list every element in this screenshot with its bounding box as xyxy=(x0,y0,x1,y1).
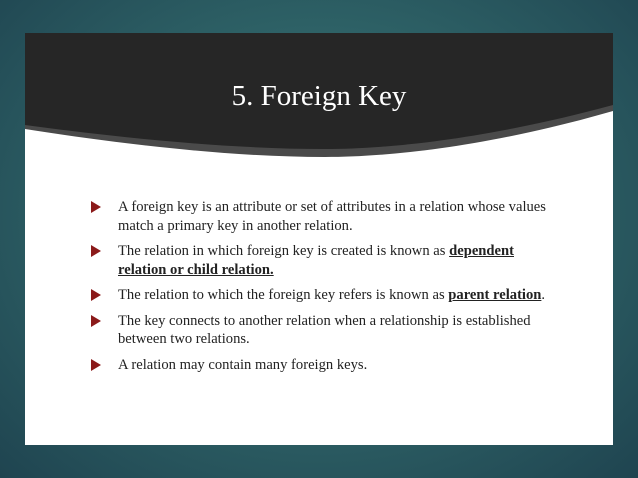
bullet-item xyxy=(91,286,561,305)
bullet-text: The relation to which the foreign key refers is known as xyxy=(118,287,449,303)
bullet-item xyxy=(91,198,561,235)
bullet-text-after: . xyxy=(541,287,546,303)
bullet-arrow-icon xyxy=(91,315,101,327)
bullet-text: The key connects to another relation when a relationship is established between two relations. xyxy=(118,312,531,347)
bullet-arrow-icon xyxy=(91,289,101,301)
bullet-item xyxy=(91,312,561,349)
bullet-text: The relation in which foreign key is created is known as xyxy=(118,243,450,259)
bullet-emphasis: dependent relation or child relation. xyxy=(118,243,514,278)
bullet-list xyxy=(91,198,561,381)
slide-title: 5. Foreign Key xyxy=(231,80,407,112)
bullet-emphasis: parent relation xyxy=(448,287,542,303)
bullet-text: A foreign key is an attribute or set of attributes in a relation whose values match a primary key in another relation. xyxy=(118,199,546,234)
bullet-item xyxy=(91,356,561,375)
bullet-item xyxy=(91,242,561,279)
bullet-arrow-icon xyxy=(91,245,101,257)
slide xyxy=(25,33,613,445)
bullet-arrow-icon xyxy=(91,359,101,371)
bullet-text: A relation may contain many foreign keys. xyxy=(118,356,368,373)
bullet-arrow-icon xyxy=(91,201,101,213)
